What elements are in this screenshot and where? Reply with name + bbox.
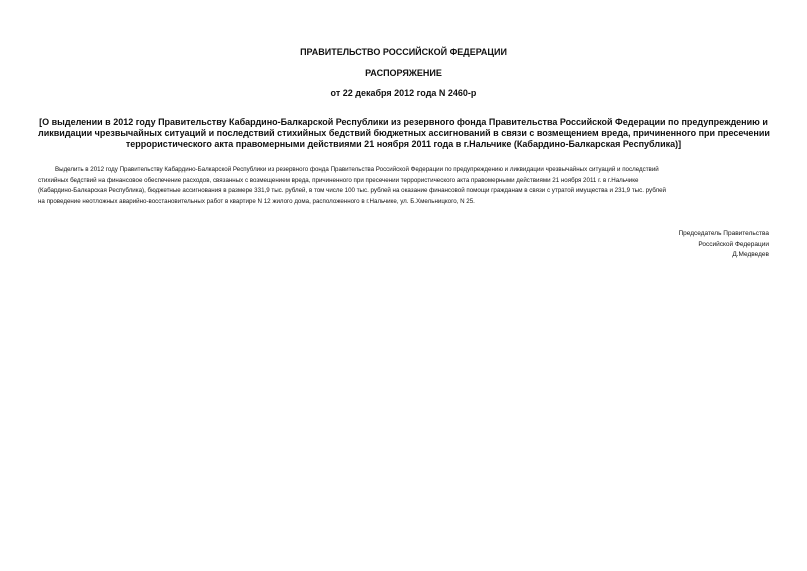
document-date-number: от 22 декабря 2012 года N 2460-р: [330, 88, 477, 98]
document-type: РАСПОРЯЖЕНИЕ: [365, 68, 442, 78]
document-body: [38, 165, 769, 207]
signer-name: Д.Медведев: [732, 251, 769, 258]
title-line: [О выделении в 2012 году Правительству Кабардино-Балкарской Республики из резервного фонда Правительства Российской Федерации по предупреждению и: [39, 117, 768, 127]
body-line: на проведение неотложных аварийно-восстановительных работ в квартире N 12 жилого дома, расположенного в г.Нальчике, ул. Б.Хмельницкого, N 25.: [38, 197, 475, 205]
body-line: Выделить в 2012 году Правительству Кабардино-Балкарской Республики из резервного фонда Правительства Российской Федерации по предупреждению и ликвидации чрезвычайных ситуаций и последствий: [55, 166, 659, 173]
title-line: террористического акта правомерными действиями 21 ноября 2011 года в г.Нальчике (Кабардино-Балкарская Республика)]: [125, 139, 682, 149]
signer-position-org: Российской Федерации: [698, 240, 769, 248]
document-title: [38, 117, 769, 150]
body-line: (Кабардино-Балкарская Республика), бюджетные ассигнования в размере 331,9 тыс. рублей, в том числе 100 тыс. рублей на оказание финансовой помощи гражданам в связи с утратой имущества и 231,9 тыс. рублей: [38, 187, 666, 194]
title-line: ликвидации чрезвычайных ситуаций и последствий стихийных бедствий бюджетных ассигнований в связи с возмещением вреда, причиненного при пресечении: [38, 128, 770, 138]
body-line: стихийных бедствий на финансовое обеспечение расходов, связанных с возмещением вреда, причиненного при пресечении террористического акта правомерными действиями 21 ноября 2011 г. в г.Нальчике: [38, 176, 639, 184]
issuing-authority: ПРАВИТЕЛЬСТВО РОССИЙСКОЙ ФЕДЕРАЦИИ: [300, 47, 507, 57]
signer-position: Председатель Правительства: [678, 230, 769, 237]
signature-block: [678, 229, 769, 261]
